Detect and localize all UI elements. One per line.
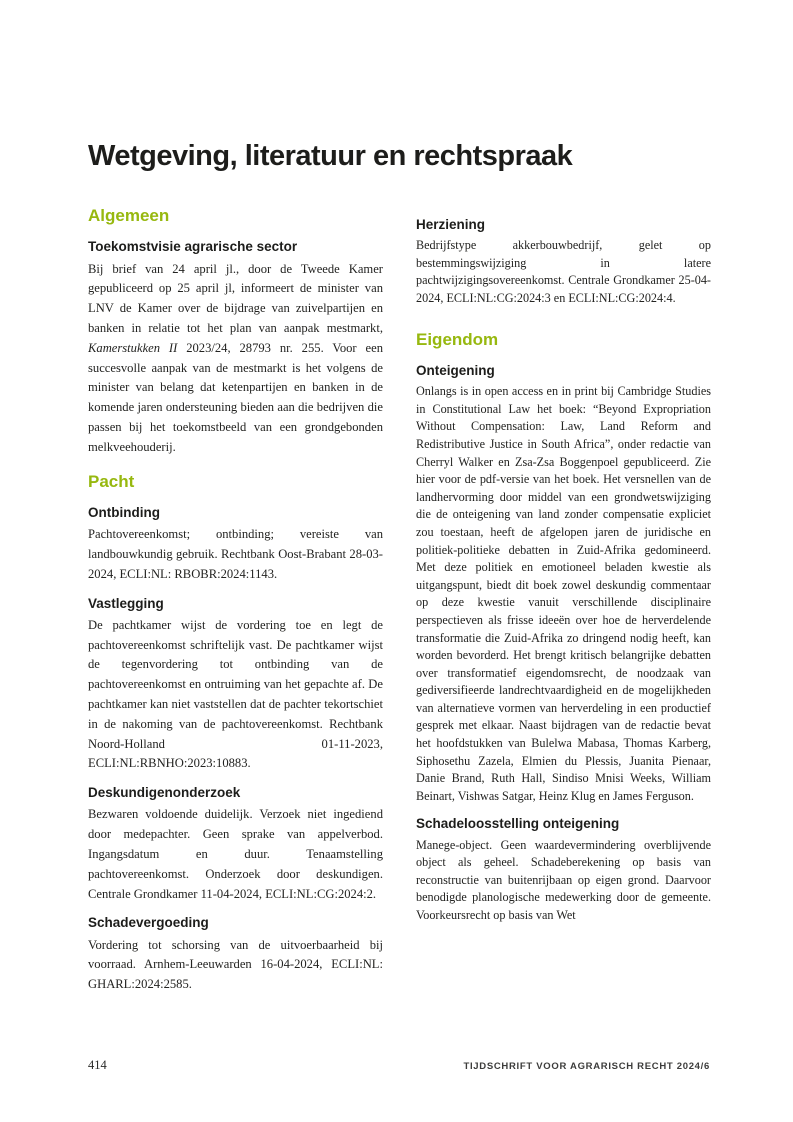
entry-title: Herziening xyxy=(416,217,486,232)
entry-onteigening xyxy=(416,362,711,805)
entry-toekomstvisie xyxy=(88,238,383,457)
entry-body: De pachtkamer wijst de vordering toe en legt de pachtovereenkomst schriftelijk vast. De pachtkamer wijst de tegenvordering tot ontbinding van de pachtovereenkomst en ontruiming van het gepachte af. De pachtkamer kan niet vaststellen dat de pachter tekortschiet in de nakoming van de pachtovereenkomst. Rechtbank Noord-Holland 01-11-2023, ECLI:NL:RBNHO:2023:10883. xyxy=(88,617,383,771)
entry-body: Manege-object. Geen waardevermindering overblijvende object als geheel. Schadeberekening op basis van reconstructie van buitenrijbaan op eigen grond. Daarvoor benodigde planologische medewerking door de gemeente. Voorkeursrecht op basis van Wet xyxy=(416,837,711,923)
entry-schadeloosstelling-onteigening xyxy=(416,815,711,924)
entry-title: Schadeloosstelling onteigening xyxy=(416,816,620,832)
entry-title: Deskundigenonderzoek xyxy=(88,785,241,801)
page-title: Wetgeving, literatuur en rechtspraak xyxy=(88,140,573,172)
right-column xyxy=(416,206,711,1052)
entry-title: Ontbinding xyxy=(88,504,160,520)
entry-schadevergoeding xyxy=(88,914,383,995)
entry-herziening xyxy=(416,216,711,308)
entry-body: Pachtovereenkomst; ontbinding; vereiste van landbouwkundig gebruik. Rechtbank Oost-Brabant 28-03-2024, ECLI:NL: RBOBR:2024:1143. xyxy=(88,527,383,581)
entry-ontbinding xyxy=(88,504,383,585)
entry-body: Bedrijfstype akkerbouwbedrijf, gelet op bestemmingswijziging in latere pachtwijzigingsovereenkomst. Centrale Grondkamer 25-04-2024, ECLI:NL:CG:2024:3 en ECLI:NL:CG:2024:4. xyxy=(416,238,711,305)
entry-title: Toekomstvisie agrarische sector xyxy=(88,239,298,255)
entry-body: Onlangs is in open access en in print bij Cambridge Studies in Constitutional Law het boek: “Beyond Expropriation Without Compensation: Law, Land Reform and Redistributive Justice in South Africa”, onder redactie van Cherryl Walker en Zsa-Zsa Boggenpoel gepubliceerd. Zie hier voor de pdf-versie van het boek. Het versnellen van de landhervorming door middel van een grondwetswijziging die de onteigening van land zonder compensatie expliciet zou toestaan, heeft de afgelopen jaren de juridische en politiek-politieke debatten in Zuid-Afrika gedomineerd. Met deze politiek en emotioneel beladen kwestie als uitgangspunt, biedt dit boek zowel deskundig commentaar op deze kwestie vanuit verschillende disciplinaire perspectieven als frisse ideeën over hoe de herverdelende transformatie die Zuid-Afrika zo dringend nodig heeft, kan worden bevorderd. Het brengt kritisch belangrijke debatten over transformatief eigendomsrecht, de noodzaak van gediversifieerde landrechtvaardigheid en de mogelijkheden van alternatieve vormen van herverdeling in een productief gesprek met elkaar. Naast bijdragen van de redactie bevat het hoofdstukken van Bulelwa Mabasa, Thomas Karberg, Siphosethu Zazela, Elmien du Plessis, Juanita Pienaar, Danie Brand, Ruth Hall, Sindiso Mnisi Weeks, William Beinart, Vishwas Satgar, Heinz Klug en James Ferguson. xyxy=(416,384,711,803)
entry-vastlegging xyxy=(88,595,383,775)
section-heading-algemeen: Algemeen xyxy=(88,206,170,225)
journal-name: TIJDSCHRIFT VOOR AGRARISCH RECHT 2024/6 xyxy=(463,1061,710,1072)
entry-title: Schadevergoeding xyxy=(88,915,209,931)
section-heading-pacht: Pacht xyxy=(88,471,135,491)
section-heading-eigendom: Eigendom xyxy=(416,329,499,349)
entry-body: Bezwaren voldoende duidelijk. Verzoek niet ingediend door medepachter. Geen sprake van appelverbod. Ingangsdatum en duur. Tenaamstelling pachtovereenkomst. Onderzoek door deskundigen. Centrale Grondkamer 11-04-2024, ECLI:NL:CG:2024:2. xyxy=(88,807,383,901)
page-footer xyxy=(88,1058,710,1073)
entry-deskundigenonderzoek xyxy=(88,784,383,904)
entry-title: Onteigening xyxy=(416,362,495,378)
entry-body: Vordering tot schorsing van de uitvoerbaarheid bij voorraad. Arnhem-Leeuwarden 16-04-2024, ECLI:NL: GHARL:2024:2585. xyxy=(88,937,383,992)
page-number: 414 xyxy=(88,1058,107,1072)
entry-body: Bij brief van 24 april jl., door de Tweede Kamer gepubliceerd op 25 april jl, informeert de minister van LNV de Kamer over de bijdrage van zuivelpartijen en banken in relatie tot het plan van aanpak mestmarkt, Kamerstukken II 2023/24, 28793 nr. 255. Voor een succesvolle aanpak van de mestmarkt is het volgens de minister van belang dat ketenpartijen en banken in de komende jaren ondersteuning bieden aan die bedrijven die passen bij het toekomstbeeld van een grondgebonden melkveehouderij. xyxy=(88,261,383,454)
entry-title: Vastlegging xyxy=(88,595,164,611)
two-column-layout xyxy=(88,206,712,1052)
left-column xyxy=(88,206,383,1052)
